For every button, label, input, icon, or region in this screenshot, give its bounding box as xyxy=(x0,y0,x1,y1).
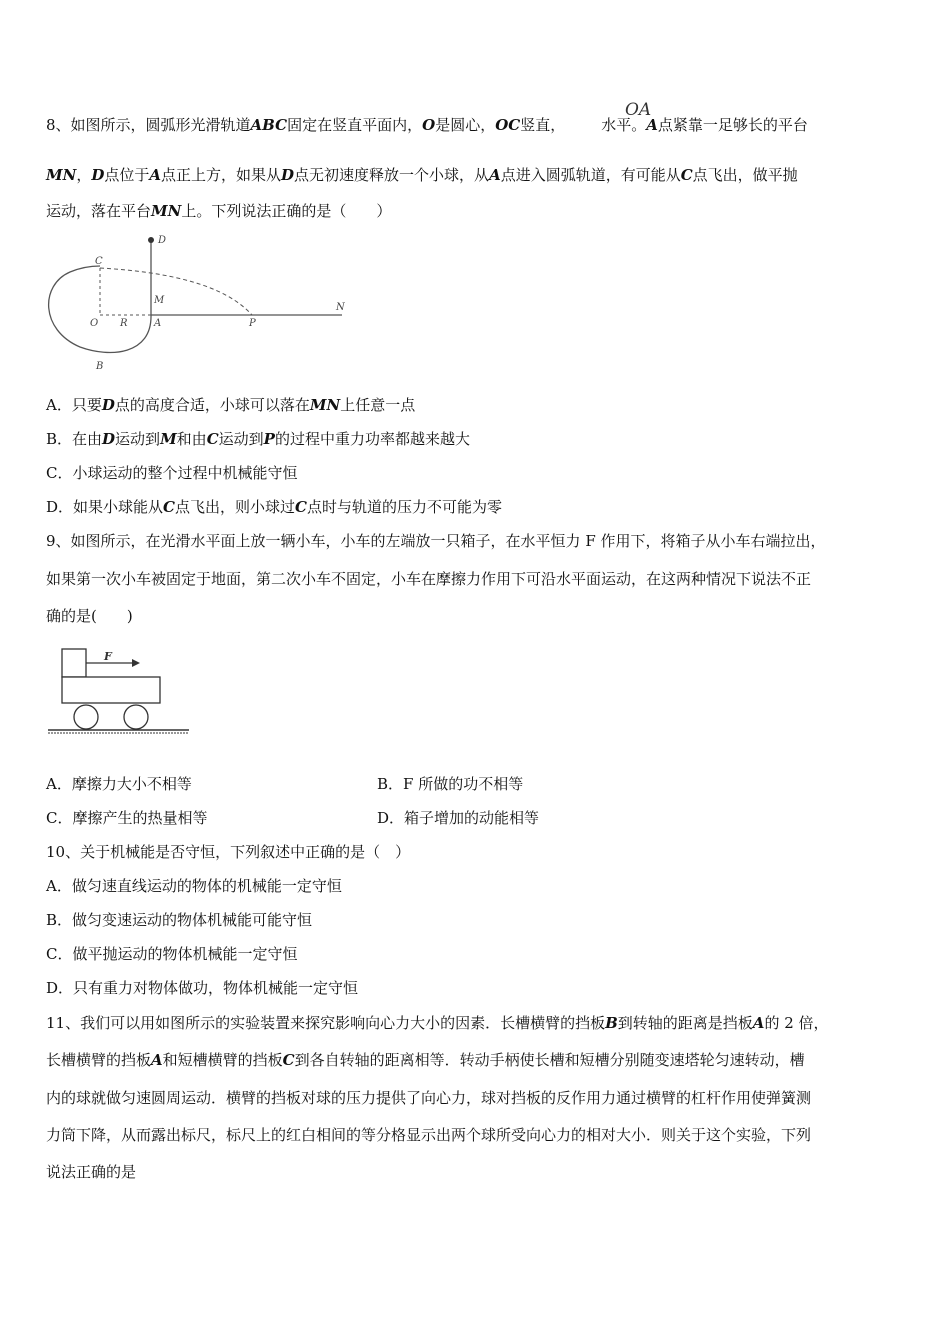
q10-option-d: D．只有重力对物体做功，物体机械能一定守恒 xyxy=(46,979,359,997)
q11-stem-line-2: 长槽横臂的挡板A和短槽横臂的挡板C到各自转轴的距离相等．转动手柄使长槽和短槽分别随变速塔轮匀速转动，槽 xyxy=(46,1051,805,1069)
label-d: D xyxy=(158,235,167,246)
arc-track xyxy=(49,266,151,353)
q8-option-c: C．小球运动的整个过程中机械能守恒 xyxy=(46,464,298,482)
q8-stem-line-2: MN，D点位于A点正上方，如果从D点无初速度释放一个小球，从A点进入圆弧轨道，有可能从C点飞出，做平抛 xyxy=(46,166,798,184)
force-arrow-head xyxy=(132,659,140,667)
q8-track-figure xyxy=(40,230,360,378)
q11-stem-line-3: 内的球就做匀速圆周运动．横臂的挡板对球的压力提供了向心力，球对挡板的反作用力通过横臂的杠杆作用使弹簧测 xyxy=(46,1089,812,1107)
label-r: R xyxy=(120,318,128,329)
q8-stem-line-1: 8、如图所示，圆弧形光滑轨道ABC固定在竖直平面内，O是圆心，OC竖直， 水平。A点紧靠一足够长的平台 xyxy=(46,116,808,134)
wheel-left xyxy=(74,705,98,729)
label-a: A xyxy=(154,318,162,329)
wheel-right xyxy=(124,705,148,729)
label-p: P xyxy=(249,318,256,329)
q9-stem-line-3: 确的是( ) xyxy=(46,607,133,625)
label-c: C xyxy=(95,256,103,267)
q8-option-d: D．如果小球能从C点飞出，则小球过C点时与轨道的压力不可能为零 xyxy=(46,498,502,516)
q11-stem-line-1: 11、我们可以用如图所示的实验装置来探究影响向心力大小的因素．长槽横臂的挡板B到转轴的距离是挡板A的 2 倍， xyxy=(46,1014,829,1032)
q9-option-b: B．F 所做的功不相等 xyxy=(377,775,524,793)
label-n: N xyxy=(336,302,345,313)
force-label: F xyxy=(104,650,112,663)
q11-stem-line-5: 说法正确的是 xyxy=(46,1163,137,1181)
q10-option-a: A．做匀速直线运动的物体的机械能一定守恒 xyxy=(46,877,342,895)
q8-option-b: B．在由D运动到M和由C运动到P的过程中重力功率都越来越大 xyxy=(46,430,470,448)
q9-option-c: C．摩擦产生的热量相等 xyxy=(46,809,208,827)
label-m: M xyxy=(154,295,165,306)
q10-stem: 10、关于机械能是否守恒，下列叙述中正确的是（ ） xyxy=(46,843,411,861)
q9-stem-line-1: 9、如图所示，在光滑水平面上放一辆小车，小车的左端放一只箱子，在水平恒力 F 作用下，将箱子从小车右端拉出， xyxy=(46,532,826,550)
q9-option-a: A．摩擦力大小不相等 xyxy=(46,775,192,793)
q10-option-b: B．做匀变速运动的物体机械能可能守恒 xyxy=(46,911,313,929)
oa-formula: OA xyxy=(625,100,652,120)
label-o: O xyxy=(90,318,99,329)
q9-stem-line-2: 如果第一次小车被固定于地面，第二次小车不固定，小车在摩擦力作用下可沿水平面运动，在这两种情况下说法不正 xyxy=(46,570,812,588)
q9-cart-figure xyxy=(44,645,194,737)
cart-body xyxy=(62,677,160,703)
q11-stem-line-4: 力筒下降，从而露出标尺，标尺上的红白相间的等分格显示出两个球所受向心力的相对大小．则关于这个实验，下列 xyxy=(46,1126,812,1144)
box xyxy=(62,649,86,677)
projectile-path xyxy=(100,268,252,315)
q8-stem-line-3: 运动，落在平台MN上。下列说法正确的是（ ） xyxy=(46,202,392,220)
q9-option-d: D．箱子增加的动能相等 xyxy=(377,809,540,827)
q8-option-a: A．只要D点的高度合适，小球可以落在MN上任意一点 xyxy=(46,396,416,414)
q10-option-c: C．做平抛运动的物体机械能一定守恒 xyxy=(46,945,298,963)
label-b: B xyxy=(96,361,104,372)
point-d xyxy=(148,237,154,243)
